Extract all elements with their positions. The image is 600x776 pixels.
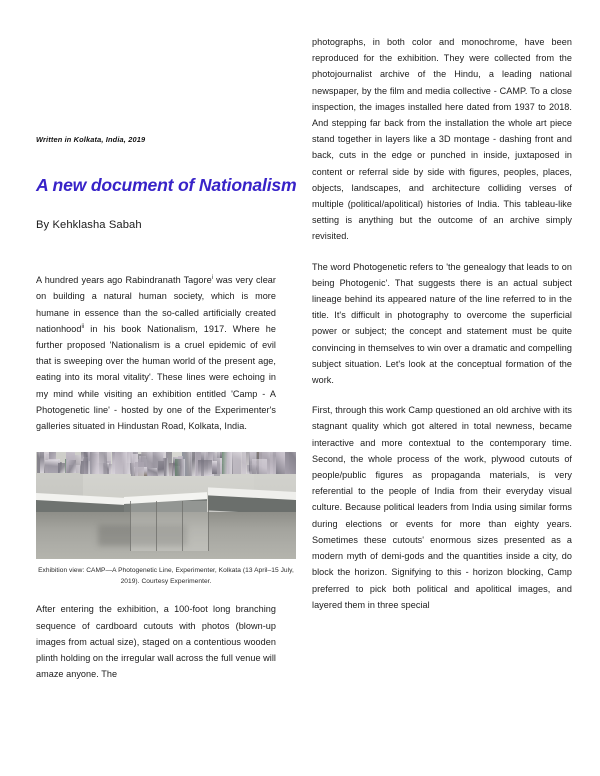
- photo-glass-mullion: [156, 501, 157, 550]
- photo-cutout: [40, 452, 44, 473]
- photo-cutout: [135, 462, 144, 476]
- right-paragraph-3: [312, 402, 572, 613]
- photo-cutout: [158, 461, 164, 476]
- right-paragraph-2: [312, 259, 572, 389]
- photo-cutout: [58, 463, 66, 473]
- photo-cutout: [67, 460, 77, 473]
- photo-glass-mullion: [208, 501, 209, 550]
- page-title: A new document of Nationalism: [36, 174, 297, 195]
- exhibition-figure: [36, 452, 296, 587]
- photo-cutout: [175, 459, 185, 476]
- footnote-marker: ii: [81, 323, 85, 330]
- photo-cutout: [233, 452, 247, 474]
- left-paragraph-2-text: After entering the exhibition, a 100-foot long branching sequence of cardboard cutouts with photos (blown-up images from actual size), staged on a contentious wooden plinth holding on the irregular wall across the full venue will amaze anyone. The: [36, 604, 276, 680]
- photo-cutout: [99, 452, 107, 474]
- photo-cutout: [115, 452, 127, 474]
- figure-caption: Exhibition view: CAMP—A Photogenetic Line, Experimenter, Kolkata (13 April–15 July, 2019). Courtesy Experimenter.: [38, 567, 294, 585]
- right-paragraph-1-text: photographs, in both color and monochrome, have been reproduced for the exhibition. They were collected from the photojournalist archive of the Hindu, a leading national newspaper, by the film and media collective - CAMP. To a close inspection, the images installed here dated from 1937 to 2018. And stepping far back from the installation the whole art piece stand together in layers like a 3D montage - dashing front and back, cuts in the edge or punched in inside, juxtaposed in content or referral side by side with figures, peoples, places, objects, landscapes, and architecture colliding verses of multiple (political/apolitical) histories of India. This tableau-like setting is anything but the outcome of an archive simply revisited.: [312, 37, 572, 242]
- photo-cutout: [201, 452, 205, 475]
- left-paragraph-2: [36, 601, 276, 682]
- photo-glass-panels: [130, 501, 208, 550]
- article-kicker: Written in Kolkata, India, 2019: [36, 135, 146, 144]
- left-paragraph-1: [36, 272, 276, 434]
- photo-cutout: [252, 459, 266, 474]
- photo-glass-mullion: [182, 501, 183, 550]
- left-paragraph-1-text: A hundred years ago Rabindranath Tagore$^i$ was very clear on building a natural human society, which is more humane in essence than the so-called artificially created nationhood$^{ii}$ in his book Nationalism, 1917. Where he further proposed 'Nationalism is a cruel epidemic of evil that is sweeping over the human world of the present age, eating into its moral vitality'. These lines were echoing in my mind while visiting an exhibition entitled 'Camp - A Photogenetic line' - hosted by one of the Experimenter's galleries situated in Hindustan Road, Kolkata, India.: [36, 275, 276, 432]
- photo-cutout: [222, 452, 233, 473]
- right-paragraph-2-text: The word Photogenetic refers to 'the genealogy that leads to on being Photogenic'. That suggests there is an actual subject lineage behind its appeared nature of the line referred to in the title. It's difficult in photography to overcome the superficial power or subject; the concept and statement must be quite convincing in themselves to win over a dramatic and compelling subject situation. Let's look at the conceptual formation of the work.: [312, 261, 572, 386]
- right-paragraph-3-text: First, through this work Camp questioned an old archive with its stagnant quality which got altered in total newness, became interactive and more contextual to the contemporary time. Second, the whole process of the work, plywood cutouts of people/public figures as propaganda materials, is very referential to the people of India from their everyday visual culture. Because political leaders from India using similar forms during elections or events for more than eighty years. Sometimes these cutouts' enormous sizes presented as a modern myth of demi-gods and the quantities inside a city, do block the horizon. Signifying to this - horizon blocking, Camp preferred to pick both political and apolitical images, and layered them in three special: [312, 405, 572, 610]
- photo-cutout: [212, 461, 217, 473]
- photo-cutout: [148, 468, 158, 476]
- photo-cutout: [285, 452, 296, 474]
- photo-glass-mullion: [130, 501, 131, 550]
- exhibition-photo: [36, 452, 296, 559]
- article-byline: By Kehklasha Sabah: [36, 218, 142, 231]
- footnote-marker: i: [211, 275, 214, 282]
- right-paragraph-1: [312, 34, 572, 245]
- photo-cutout: [84, 452, 88, 473]
- photo-cutout: [45, 460, 57, 473]
- right-column: [300, 0, 600, 776]
